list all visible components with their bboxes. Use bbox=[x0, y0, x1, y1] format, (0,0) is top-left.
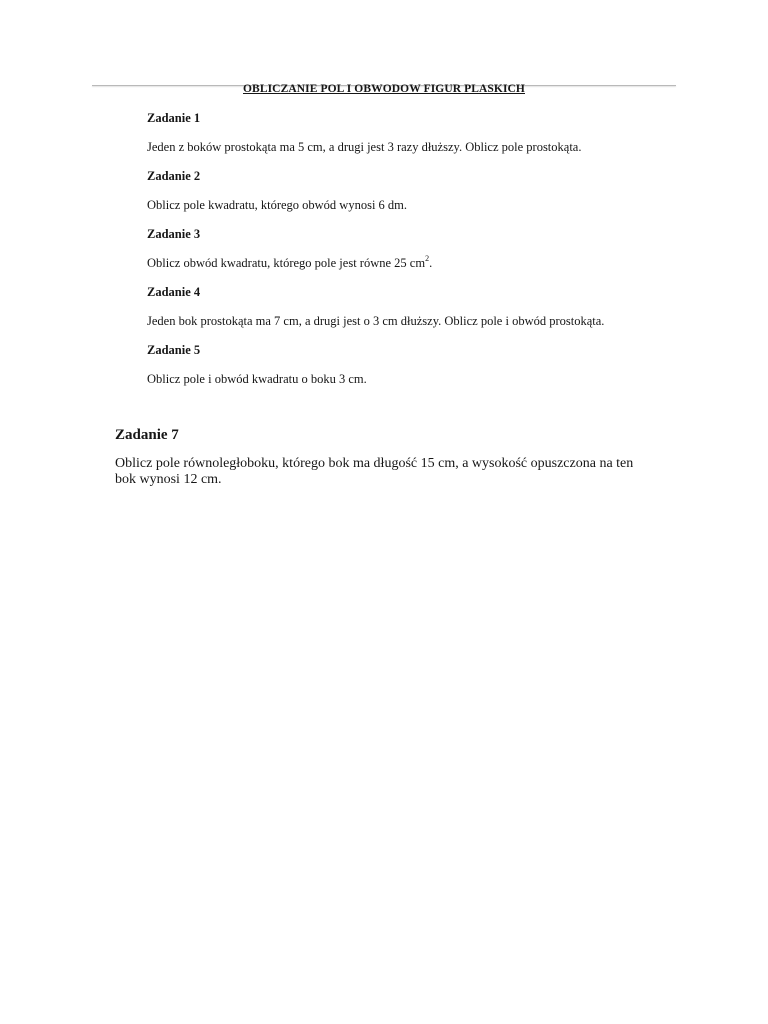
task-3-text-end: . bbox=[429, 256, 433, 270]
task-7-text: Oblicz pole równoległoboku, którego bok ma długość 15 cm, a wysokość opuszczona na ten bok wynosi 12 cm. bbox=[115, 456, 634, 487]
task-2-heading: Zadanie 2 bbox=[147, 169, 201, 183]
task-1 bbox=[147, 110, 687, 156]
task-5-heading: Zadanie 5 bbox=[147, 343, 201, 357]
document-title: OBLICZANIE POL I OBWODOW FIGUR PLASKICH bbox=[243, 83, 525, 95]
task-4-text: Jeden bok prostokąta ma 7 cm, a drugi jest o 3 cm dłuższy. Oblicz pole i obwód prostokąta. bbox=[147, 314, 605, 328]
task-2 bbox=[147, 168, 687, 214]
task-1-text: Jeden z boków prostokąta ma 5 cm, a drugi jest 3 razy dłuższy. Oblicz pole prostokąta. bbox=[147, 140, 582, 154]
task-3-text bbox=[147, 255, 687, 272]
task-3 bbox=[147, 226, 687, 272]
task-5-text: Oblicz pole i obwód kwadratu o boku 3 cm. bbox=[147, 372, 367, 386]
task-7 bbox=[115, 425, 675, 488]
task-list-first-page bbox=[147, 110, 687, 388]
task-3-heading: Zadanie 3 bbox=[147, 227, 201, 241]
task-7-heading: Zadanie 7 bbox=[115, 427, 179, 443]
task-3-text-main: Oblicz obwód kwadratu, którego pole jest równe 25 cm bbox=[147, 256, 426, 270]
task-4 bbox=[147, 284, 687, 330]
task-3-superscript: 2 bbox=[425, 254, 430, 263]
task-4-heading: Zadanie 4 bbox=[147, 285, 201, 299]
task-2-text: Oblicz pole kwadratu, którego obwód wynosi 6 dm. bbox=[147, 198, 408, 212]
task-5 bbox=[147, 342, 687, 388]
task-1-heading: Zadanie 1 bbox=[147, 111, 201, 125]
